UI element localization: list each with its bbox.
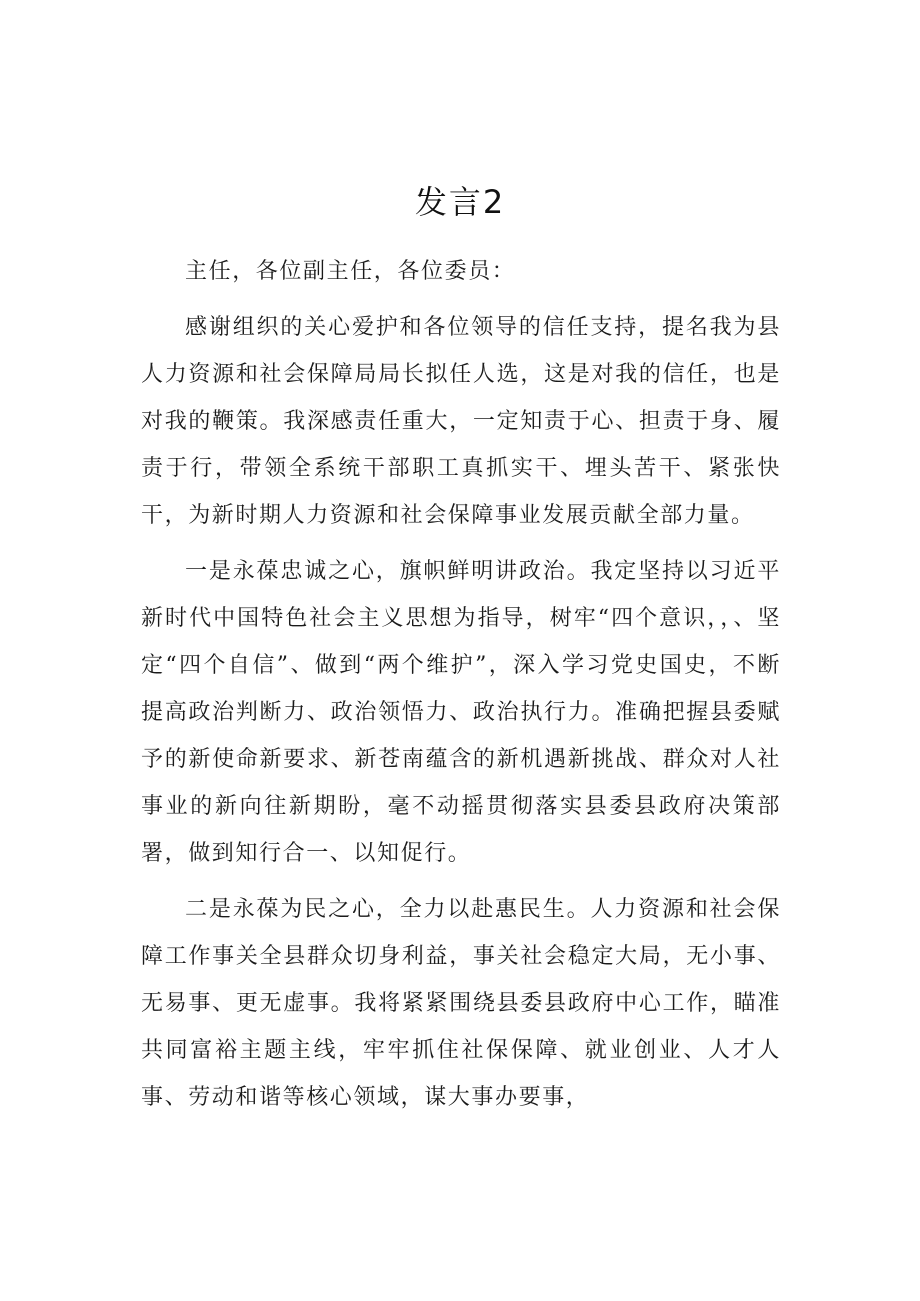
point-one-paragraph: 一是永葆忠诚之心，旗帜鲜明讲政治。我定坚持以习近平新时代中国特色社会主义思想为指导，树牢“四个意识，，、坚定“四个自信”、做到“两个维护”，深入学习党史国史，不断提高政治判断力、政治领悟力、政治执行力。准确把握县委赋予的新使命新要求、新苍南蕴含的新机遇新挑战、群众对人社事业的新向往新期盼，毫不动摇贯彻落实县委县政府决策部署，做到知行合一、以知促行。 (141, 559, 781, 866)
document-body (141, 248, 781, 1121)
intro-paragraph: 感谢组织的关心爱护和各位领导的信任支持，提名我为县人力资源和社会保障局局长拟任人选，这是对我的信任，也是对我的鞭策。我深感责任重大，一定知责于心、担责于身、履责于行，带领全系统干部职工真抓实干、埋头苦干、紧张快干，为新时期人力资源和社会保障事业发展贡献全部力量。 (141, 315, 781, 528)
point-two-paragraph: 二是永葆为民之心，全力以赴惠民生。人力资源和社会保障工作事关全县群众切身利益，事关社会稳定大局，无小事、无易事、更无虚事。我将紧紧围绕县委县政府中心工作，瞄准共同富裕主题主线，牢牢抓住社保保障、就业创业、人才人事、劳动和谐等核心领域，谋大事办要事， (141, 897, 781, 1110)
salutation-paragraph: 主任，各位副主任，各位委员： (185, 259, 516, 284)
document-title: 发言2 (414, 183, 506, 221)
